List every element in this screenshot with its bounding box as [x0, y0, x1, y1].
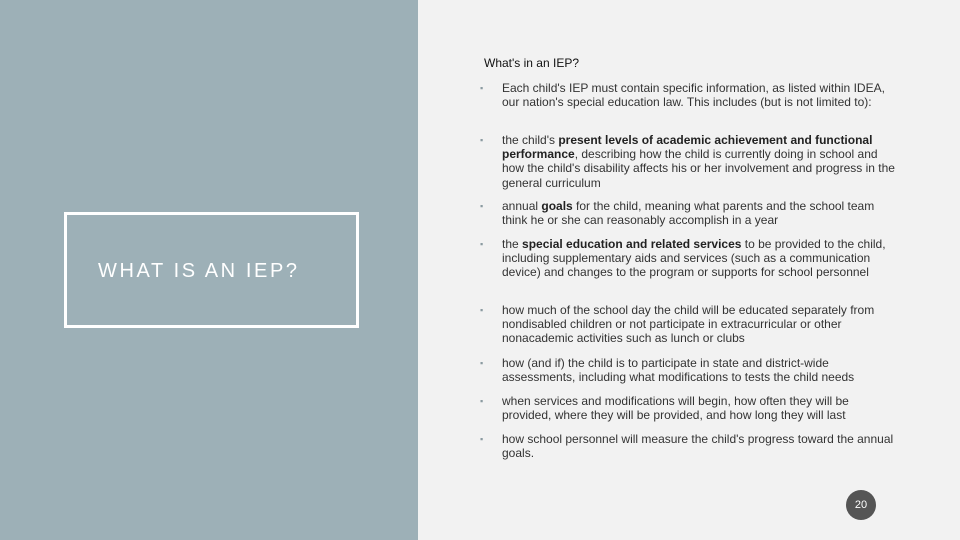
- bullet-icon: ▪: [480, 201, 484, 211]
- page-number-badge: 20: [846, 490, 876, 520]
- list-item: [480, 356, 900, 384]
- bullet-icon: ▪: [480, 83, 484, 93]
- bullet-bold-text: special education and related services: [522, 237, 742, 251]
- list-item: [480, 394, 900, 422]
- slide-title: WHAT IS AN IEP?: [98, 260, 300, 282]
- bullet-icon: ▪: [480, 239, 484, 249]
- bullet-text: how school personnel will measure the child's progress toward the annual goals.: [502, 432, 894, 461]
- bullet-text: for the child, meaning what parents and the school team think he or she can reasonably accomplish in a year: [502, 199, 875, 228]
- bullet-text: the child's: [502, 133, 559, 147]
- bullet-text: when services and modifications will begin, how often they will be provided, where they will be provided, and how long they will last: [502, 394, 849, 423]
- bullet-text: to be provided to the child, including supplementary aids and services (such as a communication device) and changes to the program or supports for school personnel: [502, 237, 886, 280]
- bullet-icon: ▪: [480, 305, 484, 315]
- content-heading: What's in an IEP?: [484, 56, 580, 70]
- bullet-icon: ▪: [480, 358, 484, 368]
- list-item: [480, 199, 900, 227]
- bullet-text: how much of the school day the child will be educated separately from nondisabled children or not participate in extracurricular or other nonacademic activities such as lunch or clubs: [502, 303, 875, 346]
- bullet-bold-text: present levels of academic achievement and functional performance: [502, 133, 873, 162]
- bullet-text: , describing how the child is currently doing in school and how the child's disability affects his or her involvement and progress in the general curriculum: [502, 147, 895, 190]
- list-item: [480, 432, 900, 460]
- list-item: [480, 133, 900, 190]
- bullet-text: the: [502, 237, 523, 251]
- left-panel: [0, 0, 418, 540]
- bullet-text: Each child's IEP must contain specific information, as listed within IDEA, our nation's special education law. This includes (but is not limited to):: [502, 81, 885, 110]
- bullet-icon: ▪: [480, 135, 484, 145]
- list-item: [480, 237, 900, 280]
- bullet-text: how (and if) the child is to participate in state and district-wide assessments, including what modifications to tests the child needs: [502, 356, 855, 385]
- bullet-icon: ▪: [480, 396, 484, 406]
- title-box: [64, 212, 359, 328]
- list-item: [480, 303, 900, 346]
- bullet-text: annual: [502, 199, 542, 213]
- list-item: [480, 81, 900, 109]
- bullet-icon: ▪: [480, 434, 484, 444]
- bullet-bold-text: goals: [541, 199, 573, 213]
